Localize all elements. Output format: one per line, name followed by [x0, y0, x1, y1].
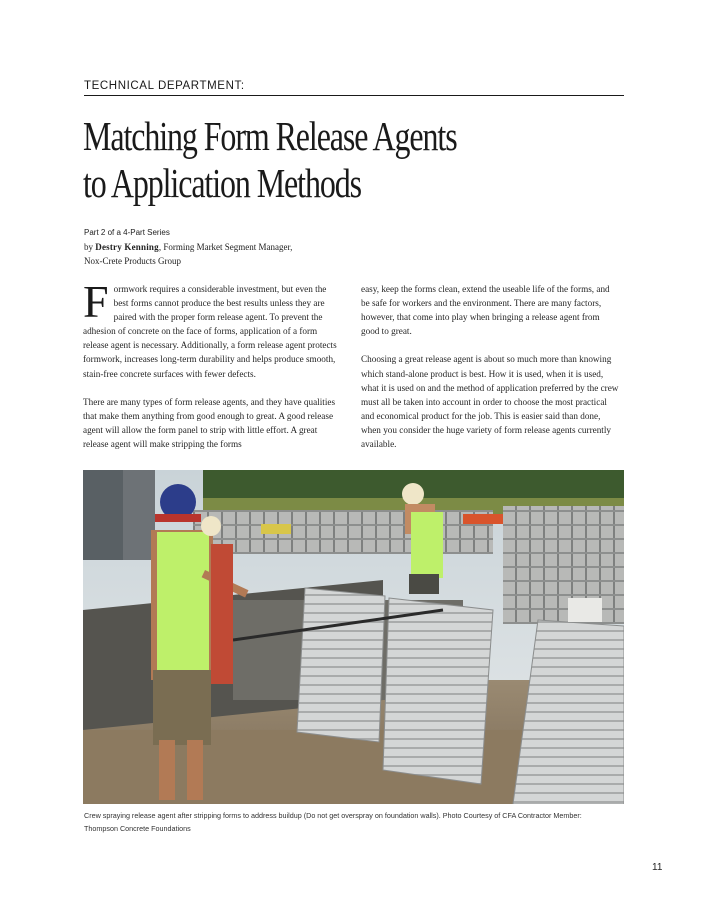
byline — [84, 240, 292, 268]
title-line-1: Matching Form Release Agents — [83, 113, 457, 159]
photo-caption: Crew spraying release agent after stripping forms to address buildup (Do not get overspray on foundation walls). Photo Courtesy of CFA Contractor Member: Thompson Concrete Foundations — [84, 811, 582, 833]
paragraph: easy, keep the forms clean, extend the useable life of the forms, and be safe for workers and the environment. There are many factors, however, that come into play when bringing a release agent from good to great. — [361, 284, 610, 337]
section-label: TECHNICAL DEPARTMENT: — [84, 80, 624, 96]
article-photo — [83, 470, 624, 804]
title-line-2: to Application Methods — [83, 160, 361, 206]
article-column-1 — [83, 276, 341, 465]
byline-prefix: by — [84, 242, 96, 252]
author-name: Destry Kenning — [95, 242, 159, 252]
paragraph: Choosing a great release agent is about so much more than knowing which stand-alone product is best. How it is used, when it is used, what it is used on and the method of application preferred by the crew must all be taken into account in order to choose the most practical and economical product for the job. This is easier said than done, when you consider the huge variety of form release agents currently available. — [361, 354, 619, 450]
author-role: , Forming Market Segment Manager, — [158, 242, 293, 252]
drop-cap: F — [83, 276, 109, 327]
author-company: Nox-Crete Products Group — [84, 256, 181, 266]
article-title — [83, 113, 629, 207]
page-number: 11 — [652, 862, 663, 873]
series-label: Part 2 of a 4-Part Series — [84, 228, 170, 237]
paragraph-intro-text: ormwork requires a considerable investment, but even the best forms cannot produce the best results unless they are paired with the proper form release agent. To prevent the adhesion of concrete on the face of forms, application of a form release agent is necessary. Additionally, a form release agent protects formwork, increases long-term durability and helps produce smooth, stain-free concrete surfaces with fewer defects. — [83, 284, 337, 379]
construction-photo-illustration — [83, 470, 624, 804]
paragraph-intro — [83, 276, 341, 381]
paragraph: There are many types of form release agents, and they have qualities that make them anything from good enough to great. A good release agent will allow the form panel to strip with little effort. A great release agent will make stripping the forms — [83, 396, 336, 450]
article-column-2 — [361, 282, 619, 465]
